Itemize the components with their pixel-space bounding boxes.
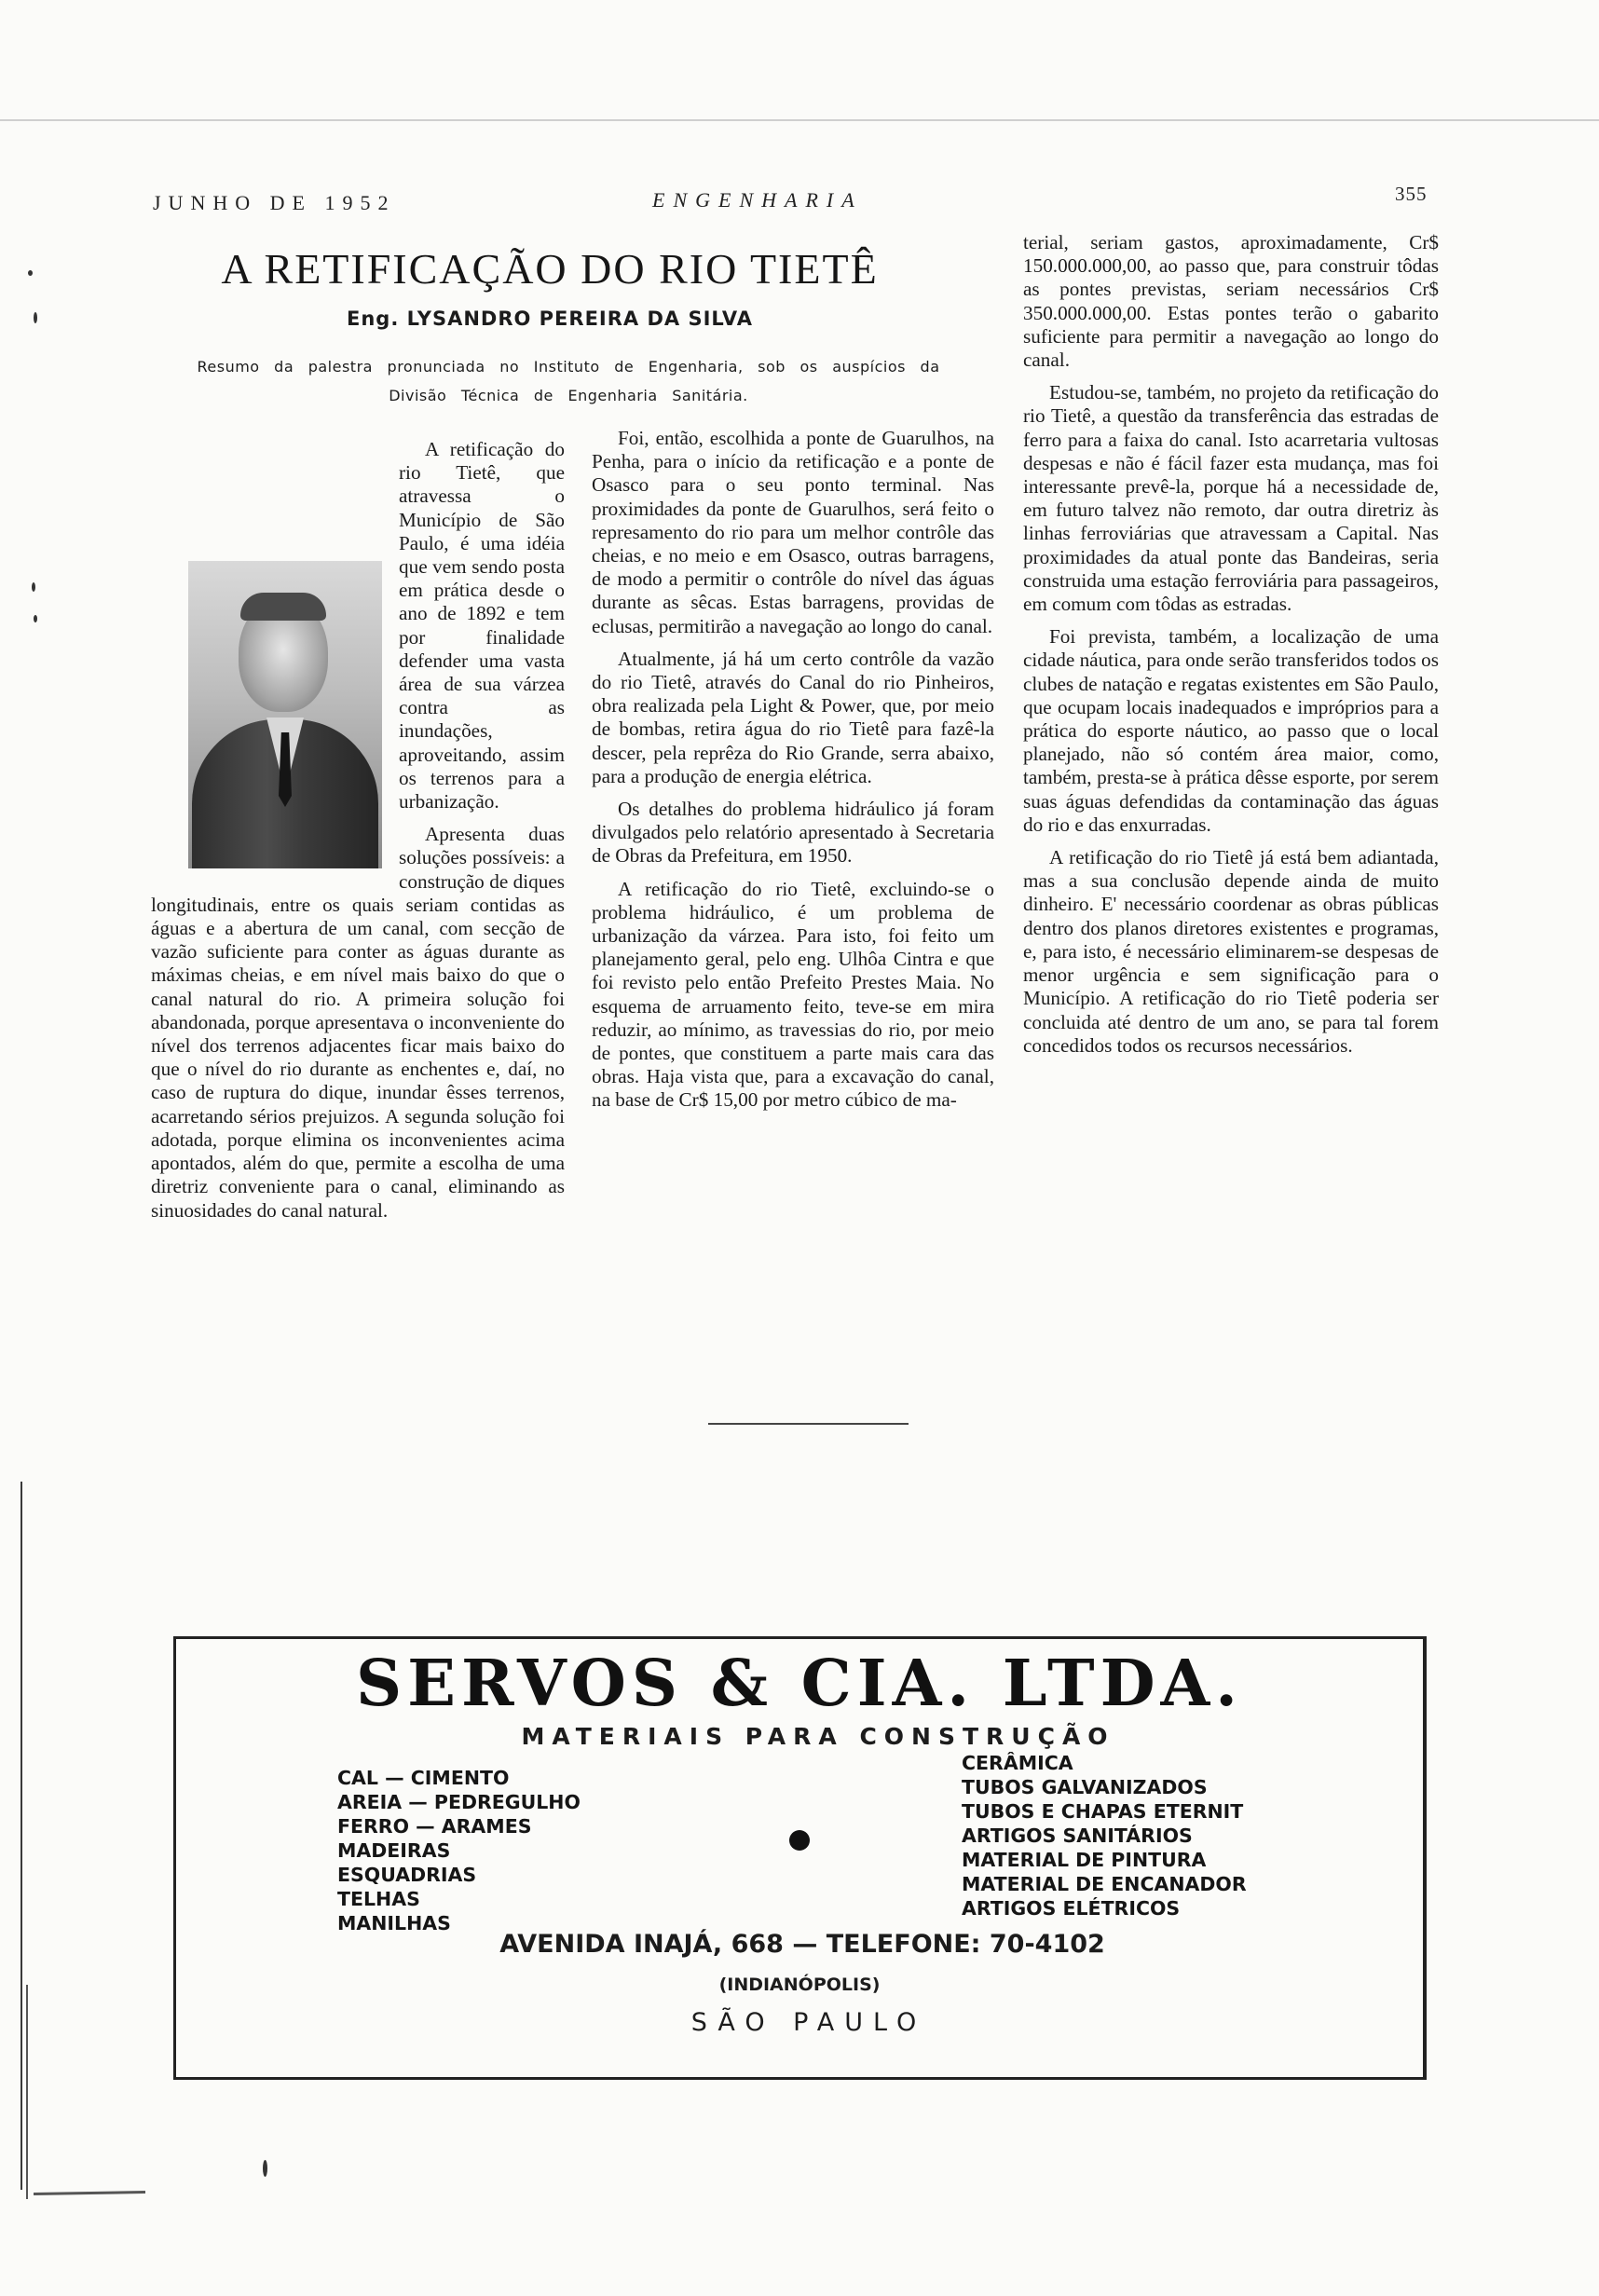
ad-products-left: [337, 1766, 581, 1935]
article-column-1: [151, 438, 565, 1232]
journal-name: ENGENHARIA: [652, 188, 863, 212]
ad-product-item: ARTIGOS ELÉTRICOS: [962, 1897, 1181, 1920]
paragraph: terial, seriam gastos, aproximadamente, Cr$ 150.000.000,00, ao passo que, para construir tôdas as pontes previstas, seriam necessários Cr$ 350.000.000,00. Estas pontes terão o gabarito suficiente para permitir a navegação ao longo do canal.: [1023, 231, 1439, 372]
scan-mark: [34, 2191, 145, 2195]
ad-product-item: MADEIRAS: [337, 1839, 451, 1862]
ad-product-item: MATERIAL DE ENCANADOR: [962, 1873, 1247, 1895]
article-abstract: Resumo da palestra pronunciada no Instituto de Engenharia, sob os auspícios da Divisão Técnica de Engenharia Sanitária.: [197, 358, 940, 404]
ad-district: (INDIANÓPOLIS): [718, 1975, 881, 1995]
ad-product-item: TUBOS GALVANIZADOS: [962, 1776, 1208, 1798]
advertisement-box: [173, 1636, 1427, 2080]
paragraph: A retificação do rio Tietê, excluindo-se o problema hidráulico, é um problema de urbanização da várzea. Para isto, foi feito um planejamento geral, pelo eng. Ulhôa Cintra e que foi revisto pelo então Prefeito Prestes Maia. No esquema de arruamento feito, teve-se em mira reduzir, ao mínimo, as travessias do rio, por meio de pontes, que constituem a parte mais cara das obras. Haja vista que, para a excavação do canal, na base de Cr$ 15,00 por metro cúbico de ma-: [592, 877, 994, 1112]
ad-product-item: AREIA — PEDREGULHO: [337, 1791, 581, 1813]
paragraph: Atualmente, já há um certo contrôle da vazão do rio Tietê, através do Canal do rio Pinheiros, obra realizada pela Light & Power, que, por meio de bombas, retira água do rio Tietê para fazê-la descer, pela reprêza do Rio Grande, serra abaixo, para a produção de energia elétrica.: [592, 647, 994, 787]
paragraph: A retificação do rio Tietê já está bem adiantada, mas a sua conclusão depende ainda de muito dinheiro. E' necessário coordenar as obras públicas dentro dos planos diretores existentes e programas, e, para isto, é necessário eliminarem-se despesas de menor urgência e sem significação para o Município. A retificação do rio Tietê poderia ser concluida até dentro de um ano, se para tal forem concedidos todos os recursos necessários.: [1023, 846, 1439, 1057]
ad-product-item: ESQUADRIAS: [337, 1864, 477, 1886]
ad-product-item: CERÂMICA: [962, 1752, 1073, 1774]
ad-address: AVENIDA INAJÁ, 668 — TELEFONE: 70-4102: [499, 1930, 1105, 1959]
ad-product-item: FERRO — ARAMES: [337, 1815, 532, 1838]
ad-company-name: SERVOS & CIA. LTDA.: [356, 1647, 1243, 1721]
scan-speck: [34, 312, 37, 323]
author-portrait-photo: [188, 561, 382, 868]
issue-date: JUNHO DE 1952: [153, 191, 396, 214]
paragraph: Foi prevista, também, a localização de uma cidade náutica, para onde serão transferidos todos os clubes de natação e regatas existentes em São Paulo, que ocupam locais inadequados e impróprios para a prática do esporte náutico, ao passo que o local planejado, não só contém área maior, como, também, presta-se à prática dêsse esporte, por serem suas águas defendidas da contaminação das águas do rio e das enxurradas.: [1023, 625, 1439, 836]
ad-product-item: MANILHAS: [337, 1912, 451, 1934]
ad-tagline: MATERIAIS PARA CONSTRUÇÃO: [521, 1723, 1115, 1750]
scan-margin-line: [26, 1985, 28, 2199]
scan-margin-line: [20, 1482, 22, 2190]
article-column-3: [1023, 231, 1439, 1067]
page-number: 355: [1395, 183, 1428, 205]
ad-product-item: TUBOS E CHAPAS ETERNIT: [962, 1800, 1244, 1823]
scan-speck: [28, 270, 33, 276]
ad-product-item: ARTIGOS SANITÁRIOS: [962, 1824, 1193, 1847]
ad-product-item: CAL — CIMENTO: [337, 1767, 510, 1789]
scan-edge-line: [0, 119, 1599, 121]
ad-products-right: [962, 1751, 1247, 1920]
end-of-article-rule: [708, 1423, 909, 1425]
paragraph: Os detalhes do problema hidráulico já foram divulgados pelo relatório apresentado à Secretaria de Obras da Prefeitura, em 1950.: [592, 798, 994, 868]
ad-product-item: TELHAS: [337, 1888, 420, 1910]
paragraph: Apresenta duas soluções possíveis: a construção de diques longitudinais, entre os quais seriam contidas as águas e a abertura de um canal, com secção de vazão suficiente para conter as águas durante as máximas cheias, e em nível mais baixo do que o canal natural do rio. A primeira solução foi abandonada, porque apresentava o inconveniente do nível dos terrenos adjacentes ficar mais baixo do que o nível do rio durante as enchentes e, daí, no caso de ruptura do dique, inundar êsses terrenos, acarretando sérios prejuizos. A segunda solução foi adotada, porque elimina os inconvenientes acima apontados, além do que, permite a escolha de uma diretriz conveniente para o canal, eliminando as sinuosidades do canal natural.: [151, 823, 565, 1222]
article-author: Eng. LYSANDRO PEREIRA DA SILVA: [347, 308, 753, 330]
paragraph: Estudou-se, também, no projeto da retificação do rio Tietê, a questão da transferência das estradas de ferro para a faixa do canal. Isto acarretaria vultosas despesas e não é fácil fazer esta mudança, mas foi interessante prevê-la, porque há a necessidade de, em futuro talvez não remoto, dar outra diretriz às linhas ferroviárias que atravessam a Capital. Nas proximidades da atual ponte das Bandeiras, seria construida uma estação ferroviária para passageiros, em comum com tôdas as estradas.: [1023, 381, 1439, 616]
scan-speck: [263, 2160, 267, 2177]
portrait-hair: [240, 593, 326, 621]
scan-speck: [32, 582, 35, 592]
paragraph: Foi, então, escolhida a ponte de Guarulhos, na Penha, para o início da retificação e a ponte de Osasco para o seu ponto terminal. Nas proximidades da ponte de Guarulhos, será feito o represamento do rio para um melhor contrôle das cheias, e no meio e em Osasco, outras barragens, de modo a permitir o contrôle do nível das águas durante as sêcas. Estas barragens, providas de eclusas, permitirão a navegação ao longo do canal.: [592, 427, 994, 637]
article-title: A RETIFICAÇÃO DO RIO TIETÊ: [221, 245, 879, 293]
scan-speck: [34, 615, 37, 622]
article-column-2: [592, 427, 994, 1122]
paragraph: A retificação do rio Tietê, que atravessa o Município de São Paulo, é uma idéia que vem sendo posta em prática desde o ano de 1892 e tem por finalidade defender uma vasta área de sua várzea contra as inundações, aproveitando, assim os terrenos para a urbanização.: [399, 438, 565, 813]
ad-city: SÃO PAULO: [690, 2008, 927, 2037]
ad-bullet-dot: [789, 1830, 810, 1851]
ad-product-item: MATERIAL DE PINTURA: [962, 1849, 1207, 1871]
